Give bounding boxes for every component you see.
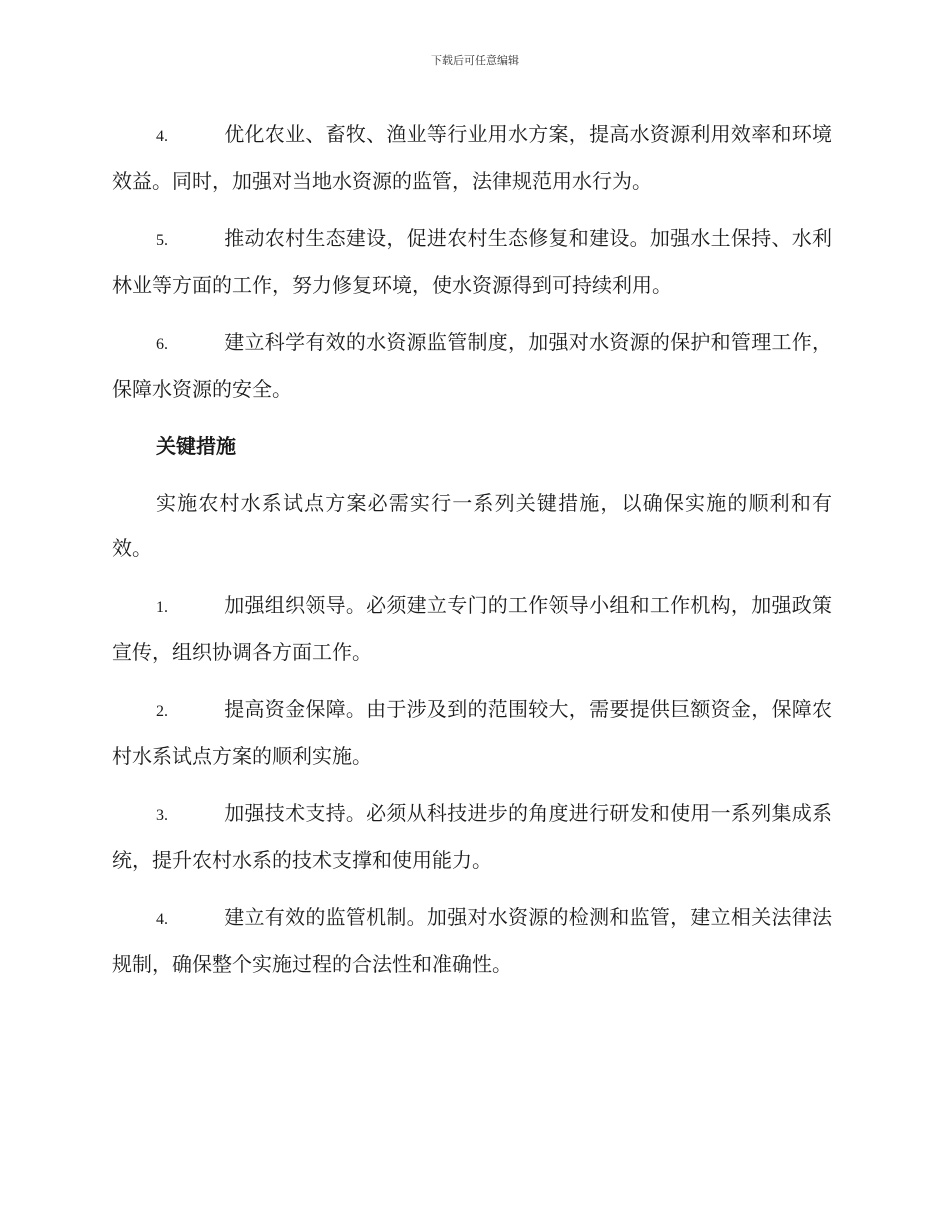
list-item	[112, 583, 832, 675]
list-text: 推动农村生态建设，促进农村生态修复和建设。加强水土保持、水利林业等方面的工作，努力修复环境，使水资源得到可持续利用。	[112, 226, 832, 297]
section-intro: 实施农村水系试点方案必需实行一系列关键措施，以确保实施的顺利和有效。	[112, 491, 832, 560]
section-heading: 关键措施	[156, 434, 236, 458]
list-text: 加强技术支持。必须从科技进步的角度进行研发和使用一系列集成系统，提升农村水系的技术支撑和使用能力。	[112, 801, 832, 872]
list-item	[112, 320, 832, 412]
list-text: 建立有效的监管机制。加强对水资源的检测和监管，建立相关法律法规制，确保整个实施过程的合法性和准确性。	[112, 905, 832, 976]
list-number: 4.	[156, 128, 168, 145]
list-text: 加强组织领导。必须建立专门的工作领导小组和工作机构，加强政策宣传，组织协调各方面工作。	[112, 593, 832, 664]
list-number: 5.	[156, 232, 168, 249]
list-item	[112, 687, 832, 779]
list-text: 建立科学有效的水资源监管制度，加强对水资源的保护和管理工作，保障水资源的安全。	[112, 330, 832, 401]
list-text: 提高资金保障。由于涉及到的范围较大，需要提供巨额资金，保障农村水系试点方案的顺利实施。	[112, 697, 832, 768]
list-number: 2.	[156, 703, 168, 720]
list-item	[112, 112, 832, 204]
list-number: 4.	[156, 911, 168, 928]
list-number: 1.	[156, 599, 168, 616]
list-item	[112, 895, 832, 987]
list-item	[112, 216, 832, 308]
list-text: 优化农业、畜牧、渔业等行业用水方案，提高水资源利用效率和环境效益。同时，加强对当地水资源的监管，法律规范用水行为。	[112, 122, 832, 193]
document-body	[112, 112, 832, 999]
page-header: 下载后可任意编辑	[431, 54, 519, 67]
list-number: 6.	[156, 336, 168, 353]
list-number: 3.	[156, 807, 168, 824]
list-item	[112, 791, 832, 883]
